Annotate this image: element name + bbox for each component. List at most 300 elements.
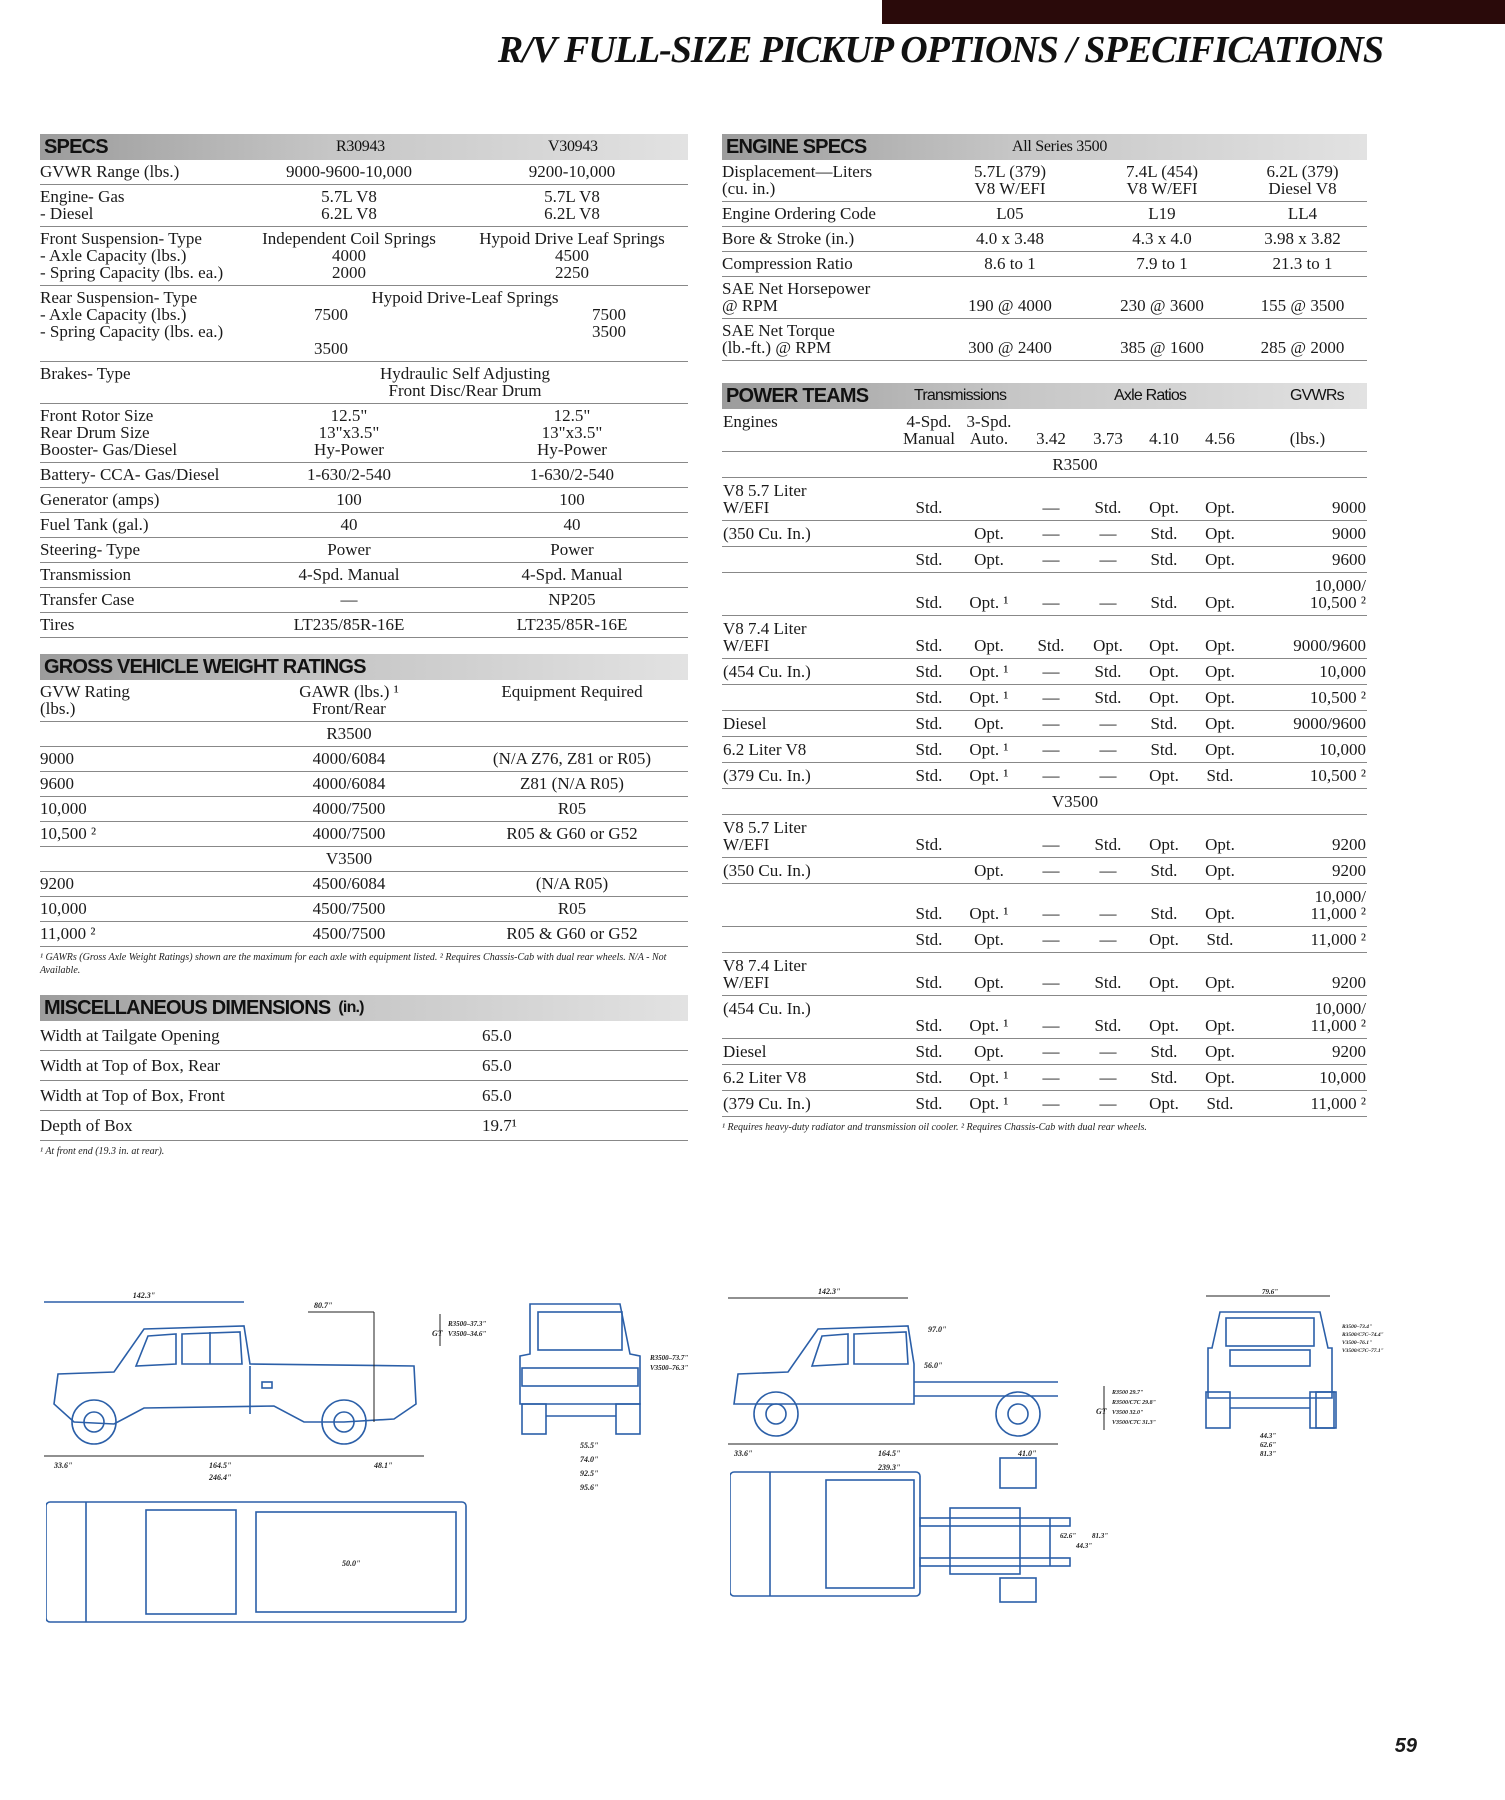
power-manual: Std.: [902, 1039, 956, 1065]
spec-span-text: Hypoid Drive-Leaf Springs: [371, 288, 559, 307]
chassis-gt-line-1: R3500 29.7": [1112, 1390, 1144, 1396]
power-axle-heading: Axle Ratios: [1114, 387, 1187, 404]
power-engine: (379 Cu. In.): [722, 1091, 902, 1117]
gvwr-row: [40, 822, 688, 847]
power-r456: Opt.: [1192, 953, 1248, 996]
spec-row: [40, 227, 688, 286]
power-engine: Diesel: [722, 711, 902, 737]
engine-row: [722, 319, 1367, 361]
power-engine: [722, 884, 902, 927]
spec-value-r: 5.7L V8 6.2L V8: [242, 185, 456, 227]
power-r410: Opt.: [1136, 685, 1192, 711]
spec-value-v: 12.5" 13"x3.5" Hy-Power: [456, 404, 688, 463]
power-auto: Opt.: [956, 711, 1022, 737]
gvwr-gawr: 4000/7500: [242, 822, 456, 847]
power-gvwr: 9200: [1248, 815, 1367, 858]
power-manual: Std.: [902, 685, 956, 711]
power-row: [722, 1039, 1367, 1065]
spec-value-r: Power: [242, 538, 456, 563]
engine-value-74: 385 @ 1600: [1086, 319, 1238, 361]
gvwr-row: [40, 772, 688, 797]
power-row: [722, 884, 1367, 927]
power-auto: Opt. ¹: [956, 685, 1022, 711]
gvwr-gawr: 4000/6084: [242, 747, 456, 772]
power-row: [722, 616, 1367, 659]
engine-value-62: 6.2L (379) Diesel V8: [1238, 160, 1367, 202]
power-auto: Opt.: [956, 1039, 1022, 1065]
gvwr-head-row: [40, 680, 688, 722]
power-r456: Opt.: [1192, 521, 1248, 547]
gvwr-gawr: 4500/7500: [242, 922, 456, 947]
power-auto: Opt. ¹: [956, 737, 1022, 763]
spec-value-v: 5.7L V8 6.2L V8: [456, 185, 688, 227]
power-r456: Opt.: [1192, 737, 1248, 763]
power-r456: Opt.: [1192, 659, 1248, 685]
power-r342: —: [1022, 996, 1080, 1039]
power-sub-r1: 3.42: [1022, 409, 1080, 452]
power-gvwr: 10,000: [1248, 1065, 1367, 1091]
power-r373: —: [1080, 521, 1136, 547]
power-series-row: [722, 789, 1367, 815]
misc-row: [40, 1051, 688, 1081]
gvwr-equip: R05 & G60 or G52: [456, 922, 688, 947]
power-auto: Opt. ¹: [956, 996, 1022, 1039]
power-v-label: V3500: [902, 789, 1367, 815]
power-row: [722, 659, 1367, 685]
misc-value: 65.0: [482, 1081, 688, 1111]
power-auto: Opt. ¹: [956, 659, 1022, 685]
power-gvwr: 9000/9600: [1248, 711, 1367, 737]
spec-label: Generator (amps): [40, 488, 242, 513]
power-engine: (350 Cu. In.): [722, 858, 902, 884]
power-r373: —: [1080, 573, 1136, 616]
misc-row: [40, 1081, 688, 1111]
misc-table: [40, 1021, 688, 1141]
power-table: [722, 409, 1367, 1117]
power-sub-row: [722, 409, 1367, 452]
spec-row: [40, 563, 688, 588]
pickup-box-width: 50.0": [342, 1559, 361, 1568]
power-gvwr: 9200: [1248, 858, 1367, 884]
pickup-rear-ht-v: V3500–76.3": [650, 1364, 689, 1372]
spec-row: [40, 538, 688, 563]
power-r342: —: [1022, 815, 1080, 858]
engine-value-57: L05: [934, 202, 1086, 227]
power-r373: —: [1080, 737, 1136, 763]
power-engine: (350 Cu. In.): [722, 521, 902, 547]
spec-value-v: 1-630/2-540: [456, 463, 688, 488]
power-manual: Std.: [902, 1065, 956, 1091]
chassis-frame-height: 56.0": [924, 1361, 943, 1370]
power-trans-heading: Transmissions: [914, 387, 1007, 404]
pickup-w2: 74.0": [580, 1455, 599, 1464]
misc-row: [40, 1021, 688, 1051]
specs-heading: SPECS: [44, 135, 108, 158]
gvwr-heading: GROSS VEHICLE WEIGHT RATINGS: [44, 655, 366, 678]
power-manual: Std.: [902, 763, 956, 789]
chassis-top-drawing: [730, 1448, 1150, 1608]
power-footnote: ¹ Requires heavy-duty radiator and transmission oil cooler. ² Requires Chassis-Cab with dual rear wheels.: [722, 1122, 1147, 1133]
gvwr-h1: GVW Rating (lbs.): [40, 680, 242, 722]
engine-row: [722, 252, 1367, 277]
chassis-gt-callout: [1096, 1380, 1186, 1440]
spec-value-r: 4-Spd. Manual: [242, 563, 456, 588]
gvwr-table: [40, 680, 688, 947]
engine-row: [722, 227, 1367, 252]
engine-table: [722, 160, 1367, 361]
power-r456: Std.: [1192, 763, 1248, 789]
gvwr-row: [40, 797, 688, 822]
spec-span-value: [242, 286, 688, 362]
pickup-gt-r: R3500–37.3": [448, 1320, 487, 1328]
power-r410: Opt.: [1136, 1091, 1192, 1117]
engine-value-62: 285 @ 2000: [1238, 319, 1367, 361]
pickup-side-drawing: [44, 1284, 444, 1484]
power-row: [722, 858, 1367, 884]
power-r342: —: [1022, 573, 1080, 616]
spec-label: Rear Suspension- Type - Axle Capacity (lbs.) - Spring Capacity (lbs. ea.): [40, 286, 242, 362]
chassis-w2: 62.6": [1260, 1441, 1277, 1449]
power-r342: —: [1022, 858, 1080, 884]
spec-row: [40, 513, 688, 538]
engine-value-62: 155 @ 3500: [1238, 277, 1367, 319]
power-r373: —: [1080, 858, 1136, 884]
spec-value-v: 40: [456, 513, 688, 538]
left-column: [40, 134, 688, 1158]
pickup-wheelbase: 164.5": [209, 1461, 232, 1470]
gvwr-rating: 10,000: [40, 797, 242, 822]
chassis-w3: 81.3": [1260, 1450, 1277, 1458]
power-auto: [956, 815, 1022, 858]
power-r373: Opt.: [1080, 616, 1136, 659]
power-gvwr: 9200: [1248, 1039, 1367, 1065]
pickup-front-overhang: 33.6": [54, 1461, 73, 1470]
engine-value-57: 190 @ 4000: [934, 277, 1086, 319]
power-auto: Opt.: [956, 616, 1022, 659]
power-auto: Opt.: [956, 547, 1022, 573]
misc-value: 65.0: [482, 1051, 688, 1081]
power-r410: Std.: [1136, 858, 1192, 884]
gvwr-footnote: ¹ GAWRs (Gross Axle Weight Ratings) shown are the maximum for each axle with equipment listed. ² Requires Chassis-Cab with dual rear wheels. N/A - Not Available.: [40, 952, 667, 976]
gvwr-rating: 11,000 ²: [40, 922, 242, 947]
power-r410: Opt.: [1136, 659, 1192, 685]
power-r342: —: [1022, 737, 1080, 763]
power-r342: —: [1022, 953, 1080, 996]
power-r456: Opt.: [1192, 478, 1248, 521]
power-gvwr: 10,000/ 11,000 ²: [1248, 996, 1367, 1039]
spec-label: Steering- Type: [40, 538, 242, 563]
power-engine: 6.2 Liter V8: [722, 737, 902, 763]
spec-value-v: 7500 3500: [592, 305, 626, 341]
power-engine: [722, 547, 902, 573]
power-gvwr: 10,000: [1248, 659, 1367, 685]
misc-label: Width at Top of Box, Rear: [40, 1051, 482, 1081]
misc-value: 19.7¹: [482, 1111, 688, 1141]
power-manual: Std.: [902, 953, 956, 996]
power-r456: Opt.: [1192, 996, 1248, 1039]
power-r456: Opt.: [1192, 616, 1248, 659]
gvwr-equip: Z81 (N/A R05): [456, 772, 688, 797]
power-r342: —: [1022, 1039, 1080, 1065]
power-r410: Std.: [1136, 573, 1192, 616]
engine-value-57: 4.0 x 3.48: [934, 227, 1086, 252]
spec-value-r: 1-630/2-540: [242, 463, 456, 488]
power-engine: (454 Cu. In.): [722, 996, 902, 1039]
specs-col2: V30943: [548, 138, 598, 155]
power-manual: Std.: [902, 711, 956, 737]
power-r373: Std.: [1080, 953, 1136, 996]
power-manual: [902, 521, 956, 547]
engine-value-74: 7.9 to 1: [1086, 252, 1238, 277]
spec-label: GVWR Range (lbs.): [40, 160, 242, 185]
gvwr-row: [40, 922, 688, 947]
engine-label: Compression Ratio: [722, 252, 934, 277]
power-auto: Opt. ¹: [956, 763, 1022, 789]
power-r410: Std.: [1136, 737, 1192, 763]
spec-label: Brakes- Type: [40, 362, 242, 404]
chassis-front-overhang: 33.6": [734, 1449, 753, 1458]
power-auto: Opt.: [956, 858, 1022, 884]
power-r342: —: [1022, 763, 1080, 789]
gvwr-equip: (N/A Z76, Z81 or R05): [456, 747, 688, 772]
spec-label: Tires: [40, 613, 242, 638]
chassis-rear-drawing: [1200, 1288, 1400, 1458]
gvwr-header: [40, 654, 688, 680]
spec-value-r: Independent Coil Springs 4000 2000: [242, 227, 456, 286]
spec-label: Front Suspension- Type - Axle Capacity (lbs.) - Spring Capacity (lbs. ea.): [40, 227, 242, 286]
power-gvwr: 10,500 ²: [1248, 763, 1367, 789]
gvwr-equip: R05: [456, 797, 688, 822]
power-manual: Std.: [902, 478, 956, 521]
chassis-w1: 44.3": [1260, 1432, 1277, 1440]
engine-value-74: 230 @ 3600: [1086, 277, 1238, 319]
power-r410: Std.: [1136, 884, 1192, 927]
pickup-top-drawing: [46, 1490, 476, 1640]
power-r-label: R3500: [902, 452, 1367, 478]
spec-value-r: 7500 3500: [314, 305, 348, 358]
power-row: [722, 996, 1367, 1039]
spec-value-v: 4-Spd. Manual: [456, 563, 688, 588]
spec-label: Engine- Gas - Diesel: [40, 185, 242, 227]
engine-label: Displacement—Liters (cu. in.): [722, 160, 934, 202]
misc-unit: (in.): [338, 999, 364, 1016]
spec-label: Battery- CCA- Gas/Diesel: [40, 463, 242, 488]
power-r410: Opt.: [1136, 927, 1192, 953]
power-series-row: [722, 452, 1367, 478]
chassis-top-width: 79.6": [1262, 1288, 1279, 1296]
spec-value-v: Hypoid Drive Leaf Springs 4500 2250: [456, 227, 688, 286]
page-title: R/V FULL-SIZE PICKUP OPTIONS / SPECIFICATIONS: [497, 29, 1383, 71]
gvwr-row: [40, 897, 688, 922]
power-r373: Std.: [1080, 685, 1136, 711]
power-r373: —: [1080, 763, 1136, 789]
misc-footnote: ¹ At front end (19.3 in. at rear).: [40, 1146, 165, 1157]
spec-value-r: 12.5" 13"x3.5" Hy-Power: [242, 404, 456, 463]
power-auto: [956, 478, 1022, 521]
power-sub-manual: 4-Spd. Manual: [902, 409, 956, 452]
chassis-overall-length: 239.3": [878, 1463, 901, 1472]
spec-value-v: LT235/85R-16E: [456, 613, 688, 638]
power-r456: Opt.: [1192, 573, 1248, 616]
power-r456: Std.: [1192, 1091, 1248, 1117]
chassis-wheelbase: 164.5": [878, 1449, 901, 1458]
chassis-side-line-2: R3500/C7C–74.4": [1342, 1332, 1384, 1338]
power-engine: Diesel: [722, 1039, 902, 1065]
power-row: [722, 953, 1367, 996]
power-auto: Opt. ¹: [956, 884, 1022, 927]
engine-row: [722, 160, 1367, 202]
power-r342: —: [1022, 927, 1080, 953]
power-manual: Std.: [902, 737, 956, 763]
gvwr-row: [40, 872, 688, 897]
engine-value-62: 21.3 to 1: [1238, 252, 1367, 277]
pickup-rear-ht-r: R3500–73.7": [650, 1354, 689, 1362]
pickup-gt-label: GT: [432, 1329, 443, 1338]
spec-value-r: 9000-9600-10,000: [242, 160, 456, 185]
page-number: 59: [1394, 1735, 1417, 1757]
power-r410: Opt.: [1136, 478, 1192, 521]
spec-row: [40, 488, 688, 513]
engine-series: All Series 3500: [1012, 138, 1108, 155]
power-r373: Std.: [1080, 478, 1136, 521]
power-r456: Opt.: [1192, 711, 1248, 737]
power-r342: —: [1022, 1091, 1080, 1117]
gvwr-series-row: [40, 722, 688, 747]
engine-value-62: 3.98 x 3.82: [1238, 227, 1367, 252]
power-r373: —: [1080, 547, 1136, 573]
power-r456: Std.: [1192, 927, 1248, 953]
spec-value-r: 40: [242, 513, 456, 538]
chassis-overall-top: 142.3": [818, 1287, 841, 1296]
chassis-height: 97.0": [928, 1325, 947, 1334]
power-gvwr: 11,000 ²: [1248, 927, 1367, 953]
power-r342: Std.: [1022, 616, 1080, 659]
power-r373: Std.: [1080, 815, 1136, 858]
power-r410: Opt.: [1136, 616, 1192, 659]
spec-row: [40, 286, 688, 362]
gvwr-gawr: 4500/6084: [242, 872, 456, 897]
power-engine: [722, 927, 902, 953]
power-r456: Opt.: [1192, 815, 1248, 858]
power-r342: —: [1022, 478, 1080, 521]
power-auto: Opt. ¹: [956, 1091, 1022, 1117]
power-manual: Std.: [902, 659, 956, 685]
power-row: [722, 711, 1367, 737]
power-r410: Opt.: [1136, 763, 1192, 789]
gvwr-series-row: [40, 847, 688, 872]
power-r342: —: [1022, 1065, 1080, 1091]
engine-label: SAE Net Horsepower @ RPM: [722, 277, 934, 319]
power-gvwr: 9600: [1248, 547, 1367, 573]
power-manual: Std.: [902, 996, 956, 1039]
spec-value-r: 100: [242, 488, 456, 513]
pickup-w4: 95.6": [580, 1483, 599, 1492]
spec-label: Transfer Case: [40, 588, 242, 613]
misc-label: Width at Top of Box, Front: [40, 1081, 482, 1111]
pickup-rear-drawing: [500, 1284, 700, 1494]
power-engine: V8 7.4 Liter W/EFI: [722, 953, 902, 996]
power-engine: V8 5.7 Liter W/EFI: [722, 478, 902, 521]
power-gvwr: 10,000/ 11,000 ²: [1248, 884, 1367, 927]
power-engine: [722, 685, 902, 711]
power-r373: —: [1080, 711, 1136, 737]
engine-label: Bore & Stroke (in.): [722, 227, 934, 252]
right-column: [722, 134, 1367, 1134]
misc-heading: MISCELLANEOUS DIMENSIONS: [44, 996, 331, 1019]
engine-value-74: L19: [1086, 202, 1238, 227]
power-row: [722, 547, 1367, 573]
misc-value: 65.0: [482, 1021, 688, 1051]
gvwr-equip: R05 & G60 or G52: [456, 822, 688, 847]
power-sub-r2: 3.73: [1080, 409, 1136, 452]
misc-row: [40, 1111, 688, 1141]
power-row: [722, 573, 1367, 616]
power-gvwr: 10,000: [1248, 737, 1367, 763]
power-manual: [902, 858, 956, 884]
power-r410: Std.: [1136, 547, 1192, 573]
power-sub-r3: 4.10: [1136, 409, 1192, 452]
specs-header: [40, 134, 688, 160]
spec-row: [40, 404, 688, 463]
power-r373: Std.: [1080, 996, 1136, 1039]
gvwr-row: [40, 747, 688, 772]
power-row: [722, 763, 1367, 789]
spec-row: [40, 463, 688, 488]
power-manual: Std.: [902, 616, 956, 659]
chassis-gt-label: GT: [1096, 1407, 1107, 1416]
pickup-w1: 55.5": [580, 1441, 599, 1450]
gvwr-gawr: 4000/7500: [242, 797, 456, 822]
power-engine: [722, 573, 902, 616]
engine-value-57: 8.6 to 1: [934, 252, 1086, 277]
gvwr-rating: 9200: [40, 872, 242, 897]
spec-label: Transmission: [40, 563, 242, 588]
engine-row: [722, 277, 1367, 319]
engine-label: SAE Net Torque (lb.-ft.) @ RPM: [722, 319, 934, 361]
power-r342: —: [1022, 659, 1080, 685]
chassis-side-line-1: R3500–73.4": [1342, 1324, 1373, 1330]
gvwr-rating: 10,000: [40, 897, 242, 922]
power-r456: Opt.: [1192, 685, 1248, 711]
power-sub-r4: 4.56: [1192, 409, 1248, 452]
chassis-side-line-4: V3500/C7C–77.1": [1342, 1348, 1384, 1354]
power-gvwr: 10,000/ 10,500 ²: [1248, 573, 1367, 616]
power-r342: —: [1022, 711, 1080, 737]
pickup-rear-overhang: 48.1": [374, 1461, 393, 1470]
power-auto: Opt.: [956, 953, 1022, 996]
power-gvwr: 9000: [1248, 478, 1367, 521]
gvwr-rating: 9000: [40, 747, 242, 772]
engine-value-57: 5.7L (379) V8 W/EFI: [934, 160, 1086, 202]
pickup-w3: 92.5": [580, 1469, 599, 1478]
power-manual: Std.: [902, 884, 956, 927]
chassis-gt-line-4: V3500/C7C 31.3": [1112, 1420, 1157, 1426]
misc-label: Width at Tailgate Opening: [40, 1021, 482, 1051]
engine-row: [722, 202, 1367, 227]
power-r373: —: [1080, 1065, 1136, 1091]
power-heading: POWER TEAMS: [726, 384, 869, 407]
power-row: [722, 737, 1367, 763]
gvwr-gawr: 4000/6084: [242, 772, 456, 797]
power-r373: —: [1080, 1091, 1136, 1117]
power-r410: Std.: [1136, 711, 1192, 737]
pickup-overall-length: 246.4": [209, 1473, 232, 1482]
power-auto: Opt. ¹: [956, 1065, 1022, 1091]
pickup-gt-callout: [430, 1300, 500, 1360]
power-auto: Opt.: [956, 927, 1022, 953]
power-r342: —: [1022, 685, 1080, 711]
power-r342: —: [1022, 521, 1080, 547]
